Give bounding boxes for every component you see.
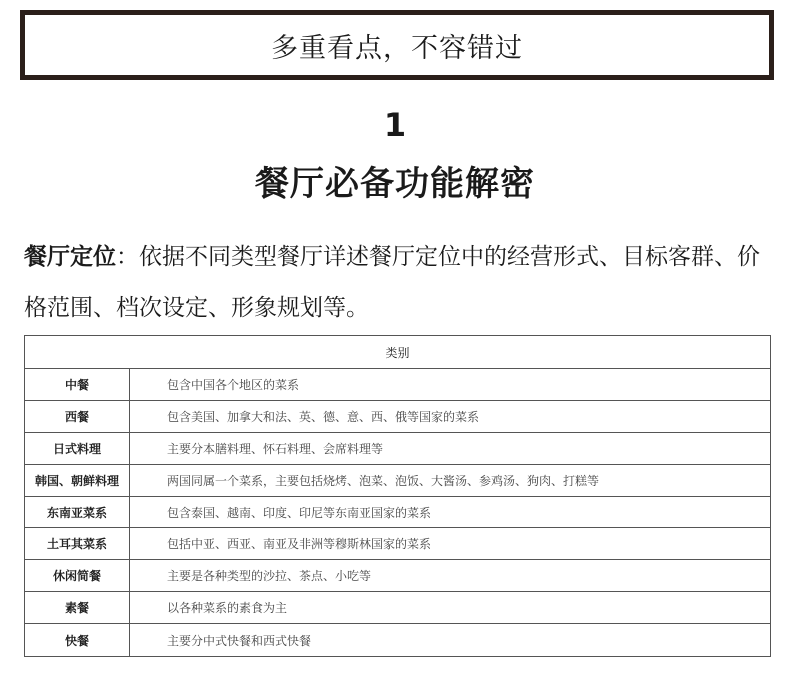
- intro-label: 餐厅定位: [24, 244, 116, 270]
- category-table: [24, 335, 771, 657]
- table-row: [25, 560, 770, 592]
- table-cell-category: 中餐: [25, 369, 130, 400]
- table-cell-category: 快餐: [25, 624, 130, 656]
- table-cell-category: 西餐: [25, 401, 130, 432]
- table-cell-category: 土耳其菜系: [25, 528, 130, 559]
- table-cell-category: 韩国、朝鲜料理: [25, 465, 130, 496]
- table-row: [25, 528, 770, 560]
- table-cell-category: 素餐: [25, 592, 130, 623]
- table-cell-description: 包含泰国、越南、印度、印尼等东南亚国家的菜系: [167, 505, 432, 520]
- table-cell-category: 休闲简餐: [25, 560, 130, 591]
- table-row: [25, 592, 770, 624]
- table-cell-category: 日式料理: [25, 433, 130, 464]
- table-row: [25, 624, 770, 656]
- banner-title: 多重看点，不容错过: [271, 32, 523, 64]
- table-row: [25, 433, 770, 465]
- table-cell-description: 主要分中式快餐和西式快餐: [167, 633, 312, 648]
- table-cell-description: 以各种菜系的素食为主: [167, 601, 288, 616]
- table-cell-category: 东南亚菜系: [25, 497, 130, 528]
- table-cell-description: 包含美国、加拿大和法、英、德、意、西、俄等国家的菜系: [167, 409, 480, 424]
- table-cell-description: 主要分本膳料理、怀石料理、会席料理等: [167, 441, 384, 456]
- table-cell-description: 主要是各种类型的沙拉、茶点、小吃等: [167, 569, 372, 584]
- table-cell-description: 包含中国各个地区的菜系: [167, 377, 300, 392]
- table-header: 类别: [25, 336, 770, 369]
- intro-text: ：依据不同类型餐厅详述餐厅定位中的经营形式、目标客群、价格范围、档次设定、形象规划等。: [24, 244, 760, 321]
- intro-paragraph: [24, 232, 774, 334]
- table-row: [25, 401, 770, 433]
- section-number: 1: [383, 106, 407, 144]
- table-row: [25, 497, 770, 529]
- banner: [20, 10, 774, 80]
- table-row: [25, 369, 770, 401]
- section-title: 餐厅必备功能解密: [255, 164, 535, 204]
- table-row: [25, 465, 770, 497]
- table-cell-description: 包括中亚、西亚、南亚及非洲等穆斯林国家的菜系: [167, 537, 432, 552]
- table-cell-description: 两国同属一个菜系，主要包括烧烤、泡菜、泡饭、大酱汤、参鸡汤、狗肉、打糕等: [167, 473, 600, 488]
